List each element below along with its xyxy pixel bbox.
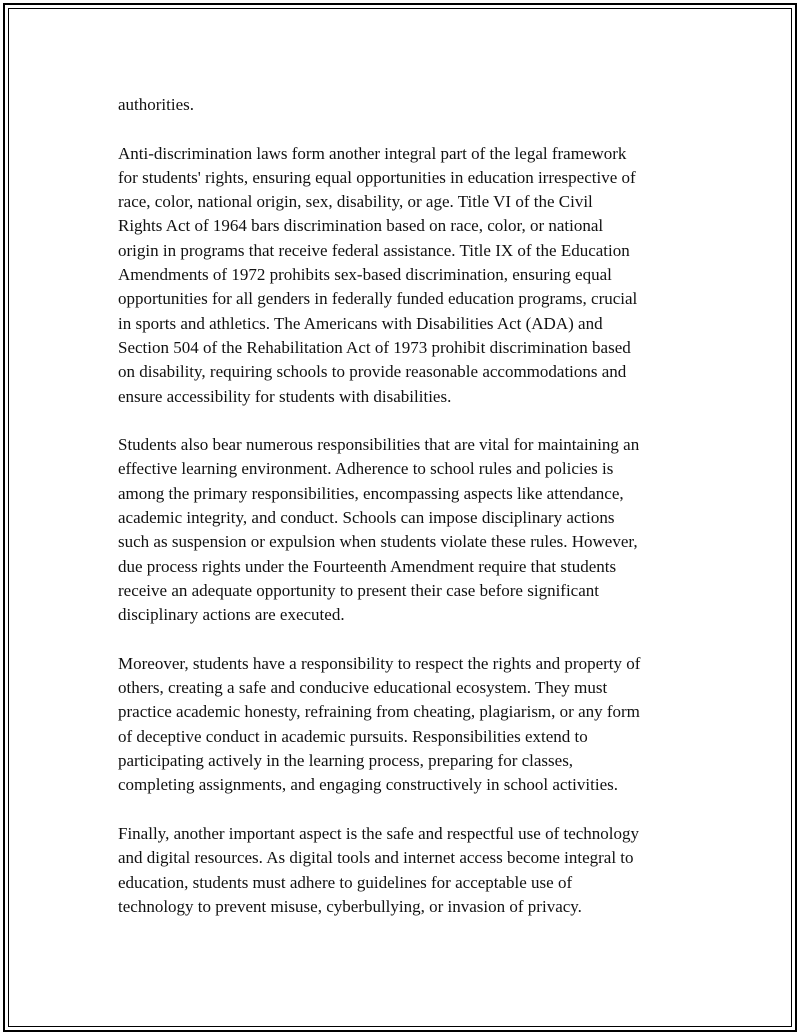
text-line: Section 504 of the Rehabilitation Act of 1973 prohibit discrimination based xyxy=(118,337,631,357)
paragraph-4 xyxy=(118,652,693,798)
paragraph-2 xyxy=(118,142,693,409)
text-line: practice academic honesty, refraining from cheating, plagiarism, or any form xyxy=(118,702,640,722)
text-line: effective learning environment. Adherence to school rules and policies is xyxy=(118,459,614,479)
text-line: among the primary responsibilities, encompassing aspects like attendance, xyxy=(118,483,624,503)
text-line: and digital resources. As digital tools and internet access become integral to xyxy=(118,848,634,868)
text-line: opportunities for all genders in federally funded education programs, crucial xyxy=(118,289,638,309)
text-line: for students' rights, ensuring equal opportunities in education irrespective of xyxy=(118,167,636,187)
text-line: due process rights under the Fourteenth Amendment require that students xyxy=(118,556,617,576)
text-line: completing assignments, and engaging constructively in school activities. xyxy=(118,775,618,795)
text-line: education, students must adhere to guidelines for acceptable use of xyxy=(118,872,573,892)
text-line: race, color, national origin, sex, disability, or age. Title VI of the Civil xyxy=(118,192,593,212)
text-line: such as suspension or expulsion when students violate these rules. However, xyxy=(118,532,638,552)
text-line: participating actively in the learning process, preparing for classes, xyxy=(118,751,574,771)
text-line: Anti-discrimination laws form another integral part of the legal framework xyxy=(118,143,627,163)
text-line: receive an adequate opportunity to present their case before significant xyxy=(118,580,599,600)
text-line: Amendments of 1972 prohibits sex-based discrimination, ensuring equal xyxy=(118,265,612,285)
text-line: ensure accessibility for students with disabilities. xyxy=(118,386,452,406)
paragraph-1 xyxy=(118,93,693,117)
text-line: others, creating a safe and conducive educational ecosystem. They must xyxy=(118,678,608,698)
text-line: origin in programs that receive federal assistance. Title IX of the Education xyxy=(118,240,630,260)
text-line: of deceptive conduct in academic pursuits. Responsibilities extend to xyxy=(118,726,588,746)
document-body xyxy=(118,93,693,943)
text-line: Finally, another important aspect is the safe and respectful use of technology xyxy=(118,823,640,843)
text-line: on disability, requiring schools to provide reasonable accommodations and xyxy=(118,362,627,382)
paragraph-3 xyxy=(118,433,693,627)
text-line: authorities. xyxy=(118,95,195,114)
text-line: disciplinary actions are executed. xyxy=(118,605,345,625)
text-line: in sports and athletics. The Americans with Disabilities Act (ADA) and xyxy=(118,313,603,333)
text-line: Moreover, students have a responsibility to respect the rights and property of xyxy=(118,653,641,673)
text-line: Rights Act of 1964 bars discrimination based on race, color, or national xyxy=(118,216,604,236)
text-line: Students also bear numerous responsibilities that are vital for maintaining an xyxy=(118,435,640,455)
paragraph-5 xyxy=(118,822,693,919)
text-line: academic integrity, and conduct. Schools can impose disciplinary actions xyxy=(118,508,615,528)
text-line: technology to prevent misuse, cyberbullying, or invasion of privacy. xyxy=(118,896,582,916)
